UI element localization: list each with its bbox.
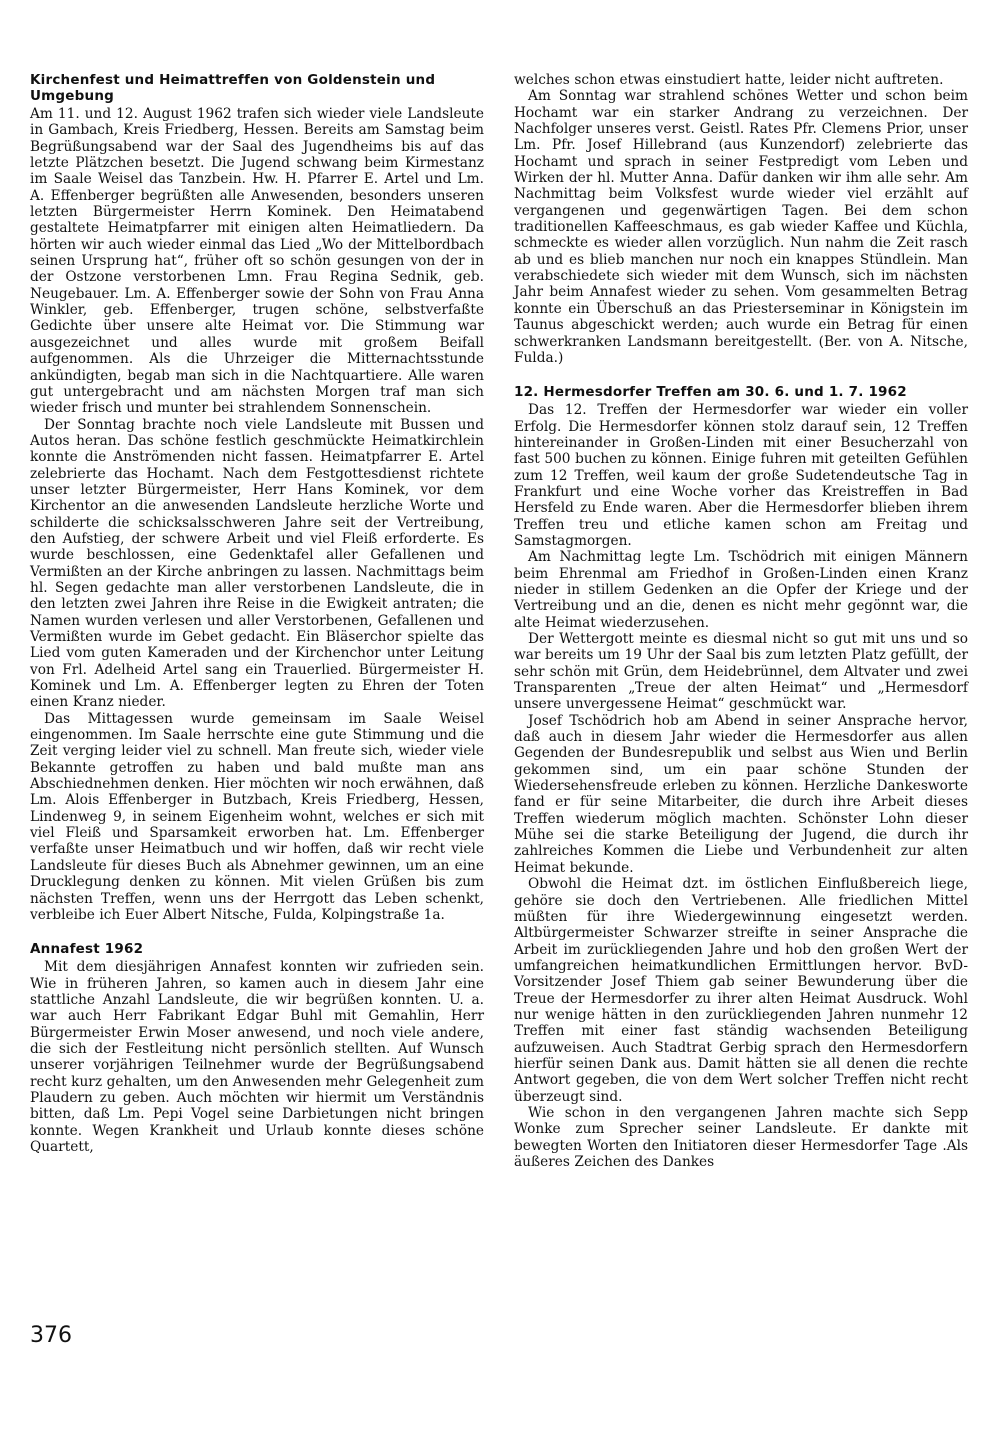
article-paragraph: Das Mittagessen wurde gemeinsam im Saale Weisel eingenommen. Im Saale herrschte eine gute Stimmung und die Zeit verging leider viel zu schnell. Man freute sich, wieder viele Bekannte getroffen zu haben und bald mußte man ans Abschiednehmen denken. Hier möchten wir noch erwähnen, daß Lm. Alois Effenberger in Butzbach, Kreis Friedberg, Hessen, Lindenweg 9, in seinem Eigenheim wohnt, welches er sich mit viel Fleiß und Sparsamkeit erworben hat. Lm. Effenberger verfaßte unser Heimatbuch und wir hoffen, daß wir recht viele Landsleute für dieses Buch als Abnehmer gewinnen, um an eine Drucklegung denken zu können. Mit vielen Grüßen bis zum nächsten Treffen, wenn uns der Herrgott das Leben schenkt, verbleibe ich Euer Albert Nitsche, Fulda, Kolpingstraße 1a. (30, 710, 484, 923)
article-paragraph: welches schon etwas einstudiert hatte, leider nicht auftreten. (514, 72, 944, 88)
article-paragraph: Der Sonntag brachte noch viele Landsleute mit Bussen und Autos heran. Das schöne festlich geschmückte Heimatkirchlein konnte die Anströmenden nicht fassen. Heimatpfarrer E. Artel zelebrierte das Hochamt. Nach dem Festgottesdienst richtete unser letzter Bürgermeister, Herr Hans Kominek, vor dem Kirchentor an die anwesenden Landsleute herzliche Worte und schilderte die schicksalsschweren Jahre seit der Vertreibung, den Aufstieg, der schwere Arbeit und viel Fleiß erforderte. Es wurde beschlossen, eine Gedenktafel aller Gefallenen und Vermißten an der Kirche anbringen zu lassen. Nachmittags beim hl. Segen gedachte man aller verstorbenen Landsleute, die in den letzten zwei Jahren ihre Reise in die Ewigkeit antraten; die Namen wurden verlesen und aller Verstorbenen, Gefallenen und Vermißten wurde im Gebet gedacht. Ein Bläserchor spielte das Lied vom guten Kameraden und der Kirchenchor unter Leitung von Frl. Adelheid Artel sang ein Trauerlied. Bürgermeister H. Kominek und Lm. A. Effenberger legten zu Ehren der Toten einen Kranz nieder. (30, 416, 484, 711)
article-title-annafest: Annafest 1962 (30, 941, 144, 958)
article-paragraph: Wie schon in den vergangenen Jahren machte sich Sepp Wonke zum Sprecher seiner Landsleute. Er dankte mit bewegten Worten den Initiatoren dieser Hermesdorfer Tage .Als äußeres Zeichen des Dankes (514, 1104, 968, 1170)
article-paragraph: Am Nachmittag legte Lm. Tschödrich mit einigen Männern beim Ehrenmal am Friedhof in Großen-Linden einen Kranz nieder in stillem Gedenken an die Opfer der Kriege und der Vertreibung und an die, denen es nicht mehr gegönnt war, die alte Heimat wiederzusehen. (514, 549, 968, 631)
article-title-hermesdorfer: 12. Hermesdorfer Treffen am 30. 6. und 1. 7. 1962 (514, 384, 907, 401)
article-paragraph: Mit dem diesjährigen Annafest konnten wir zufrieden sein. Wie in früheren Jahren, so kamen auch in diesem Jahr eine stattliche Anzahl Landsleute, die wir begrüßen konnten. U. a. war auch Herr Fabrikant Edgar Buhl mit Gemahlin, Herr Bürgermeister Erwin Moser anwesend, und noch viele andere, die sich der Festleitung nicht persönlich stellten. Auf Wunsch unserer vorjährigen Teilnehmer wurde der Begrüßungsabend recht kurz gehalten, um den Anwesenden mehr Gelegenheit zum Plaudern zu geben. Auch möchten wir hiermit um Verständnis bitten, daß Lm. Pepi Vogel seine Darbietungen nicht bringen konnte. Wegen Krankheit und Urlaub konnte dieses schöne Quartett, (30, 959, 484, 1155)
article-paragraph: Obwohl die Heimat dzt. im östlichen Einflußbereich liege, gehöre sie doch den Vertriebenen. Alle friedlichen Mittel müßten für ihre Wiedergewinnung eingesetzt werden. Altbürgermeister Schwarzer streifte in seiner Ansprache die Arbeit im zurückliegenden Jahre und hob den großen Wert der umfangreichen heimatkundlichen Ermittlungen hervor. BvD-Vorsitzender Josef Thiem gab seiner Bewunderung über die Treue der Hermesdorfer zu ihrer alten Heimat Ausdruck. Wohl nur wenige hätten in den zurückliegenden Jahren nunmehr 12 Treffen mit einer fast ständig wachsenden Beteiligung aufzuweisen. Auch Stadtrat Gerbig sprach den Hermesdorfern hierfür seinen Dank aus. Damit hätten sie all denen die rechte Antwort gegeben, die von dem Wert solcher Treffen nicht recht überzeugt sind. (514, 876, 968, 1105)
article-title-kirchenfest: Kirchenfest und Heimattreffen von Goldenstein und Umgebung (30, 72, 436, 104)
article-paragraph: Der Wettergott meinte es diesmal nicht so gut mit uns und so war bereits um 19 Uhr der Saal bis zum letzten Platz gefüllt, der sehr schön mit Grün, dem Heidebrünnel, dem Altvater und zwei Transparenten „Treue der alten Heimat“ und „Hermesdorf unsere unvergessene Heimat“ geschmückt war. (514, 631, 968, 713)
article-paragraph: Das 12. Treffen der Hermesdorfer war wieder ein voller Erfolg. Die Hermesdorfer können stolz darauf sein, 12 Treffen hintereinander in Großen-Linden mit einer Besucherzahl von fast 500 buchen zu können. Einige fuhren mit geteilten Gefühlen zum 12 Treffen, weil kaum der große Sudetendeutsche Tag in Frankfurt und eine Woche vorher das Kreistreffen in Bad Hersfeld zu Ende waren. Aber die Hermesdorfer blieben ihrem Treffen treu und etliche kamen schon am Freitag und Samstagmorgen. (514, 402, 968, 549)
article-paragraph: Am Sonntag war strahlend schönes Wetter und schon beim Hochamt war ein starker Andrang zu verzeichnen. Der Nachfolger unseres verst. Geistl. Rates Pfr. Clemens Prior, unser Lm. Pfr. Josef Hillebrand (aus Kunzendorf) zelebrierte das Hochamt und sprach in seiner Festpredigt vom Leben und Wirken der hl. Mutter Anna. Dafür danken wir ihm alle sehr. Am Nachmittag beim Volksfest wurde wieder viel erzählt auf vergangenen und gegenwärtigen Tagen. Bei dem schon traditionellen Kaffeeschmaus, es gab wieder Kaffee und Küchla, schmeckte es wieder allen vorzüglich. Nun nahm die Zeit rasch ab und es blieb manchen nur noch ein knappes Stündlein. Man verabschiedete sich wieder mit dem Wunsch, sich im nächsten Jahr beim Annafest wieder zu sehen. Vom gesammelten Betrag konnte ein Überschuß an das Priesterseminar in Königstein im Taunus abgeschickt werden; auch wurde ein Betrag für einen schwerkranken Landsmann bereitgestellt. (Ber. von A. Nitsche, Fulda.) (514, 88, 968, 366)
article-paragraph: Josef Tschödrich hob am Abend in seiner Ansprache hervor, daß auch in diesem Jahr wieder die Hermesdorfer aus allen Gegenden der Bundesrepublik und selbst aus Wien und Berlin gekommen sind, um ein paar schöne Stunden der Wiedersehensfreude erleben zu können. Herzliche Dankesworte fand er für seine Mitarbeiter, die durch ihre Arbeit dieses Treffen wiederum möglich machten. Schönster Lohn dieser Mühe sei die starke Beteiligung der Jugend, die durch ihr zahlreiches Kommen die Liebe und Verbundenheit zur alten Heimat bekunde. (514, 712, 968, 876)
article-paragraph: Am 11. und 12. August 1962 trafen sich wieder viele Landsleute in Gambach, Kreis Friedberg, Hessen. Bereits am Samstag beim Begrüßungsabend war der Saal des Jugendheims bis auf das letzte Plätzchen besetzt. Die Jugend schwang beim Kirmestanz im Saale Weisel das Tanzbein. Hw. H. Pfarrer E. Artel und Lm. A. Effenberger begrüßten alle Anwesenden, besonders unseren letzten Bürgermeister Herrn Kominek. Den Heimatabend gestaltete Heimatpfarrer mit einigen alten Heimatliedern. Da hörten wir auch wieder einmal das Lied „Wo der Mittelbordbach seinen Ursprung hat“, früher oft so schön gesungen von der in der Ostzone verstorbenen Lmn. Frau Regina Sednik, geb. Neugebauer. Lm. A. Effenberger sowie der Sohn von Frau Anna Winkler, geb. Effenberger, trugen schöne, selbstverfaßte Gedichte über unsere alte Heimat vor. Die Stimmung war ausgezeichnet und alles wurde mit großem Beifall aufgenommen. Als die Uhrzeiger die Mitternachtsstunde ankündigten, begab man sich in die Nachtquartiere. Alle waren gut untergebracht und am nächsten Morgen traf man sich wieder frisch und munter bei strahlendem Sonnenschein. (30, 106, 484, 417)
page-number: 376 (30, 1323, 72, 1348)
right-column (514, 72, 968, 1170)
left-column (30, 72, 484, 1155)
